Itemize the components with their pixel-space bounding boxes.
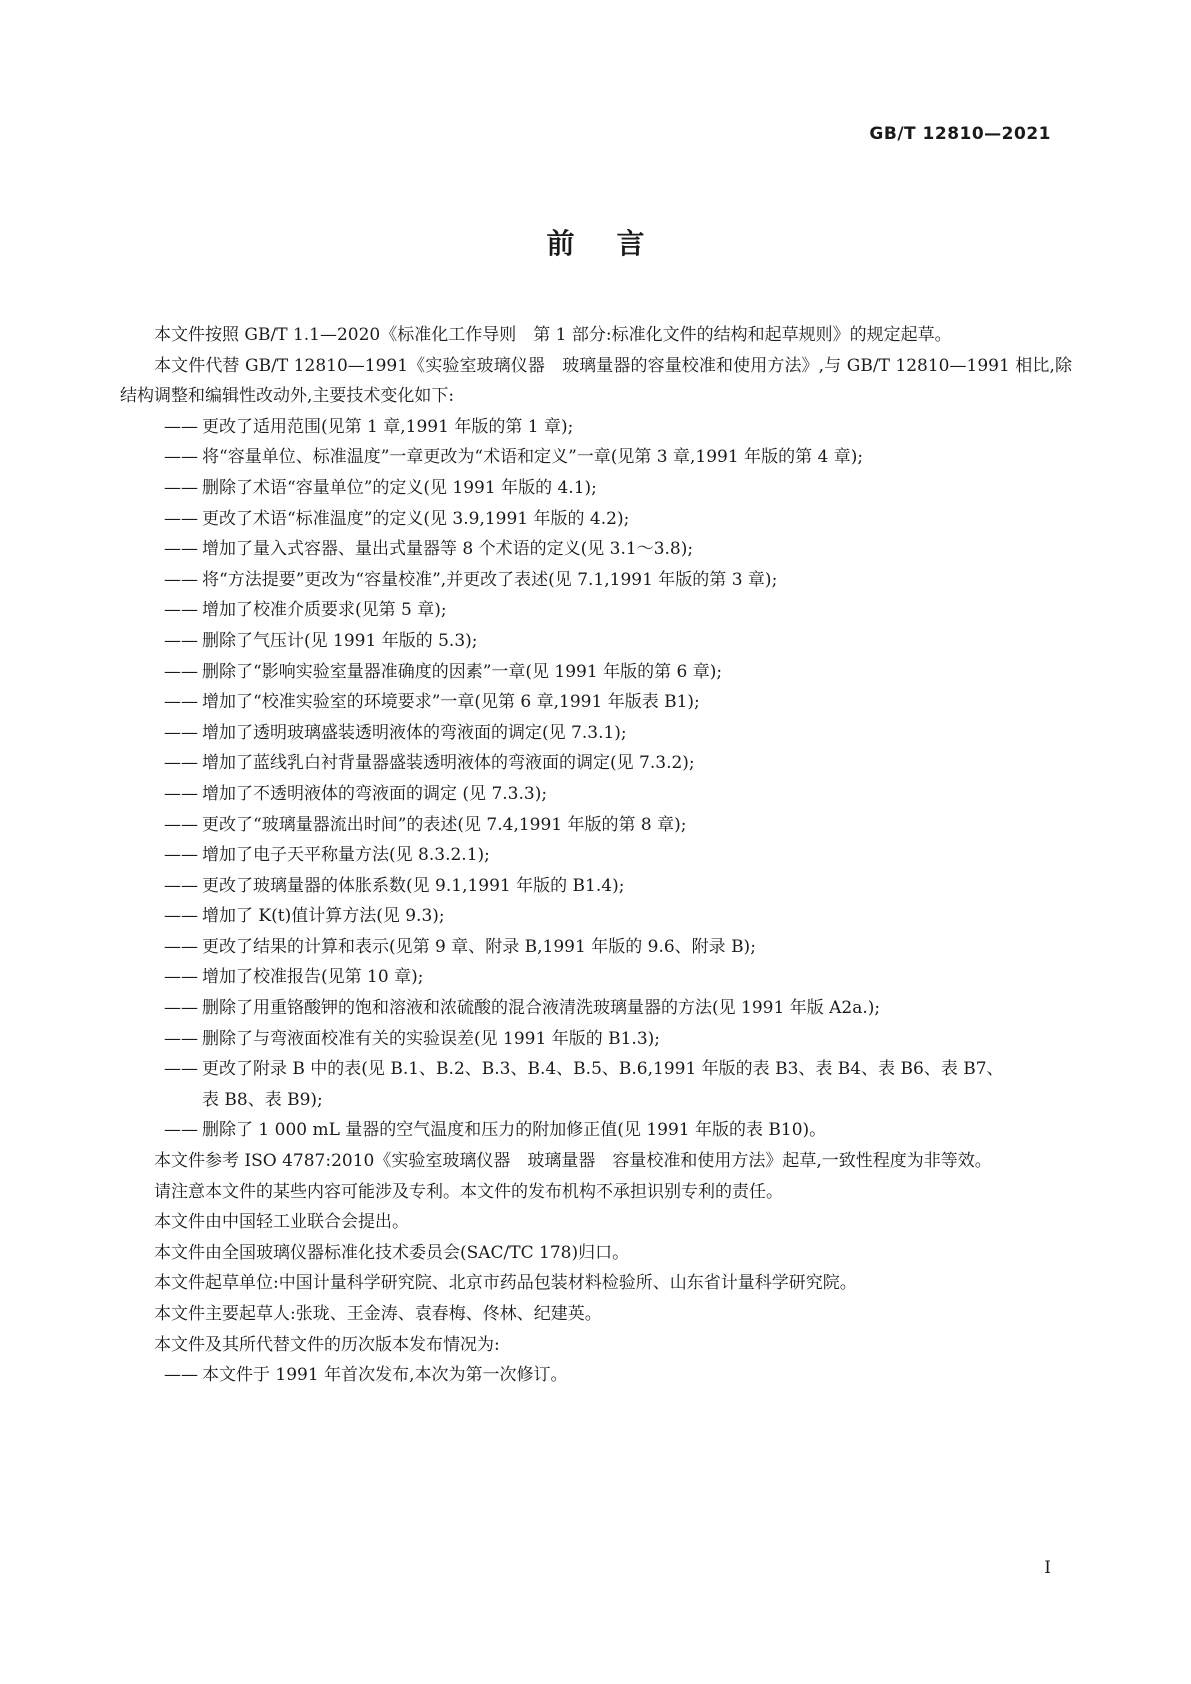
dash-marker: —— [164, 416, 198, 437]
dash-marker: —— [164, 783, 198, 804]
paragraph-proposer: 本文件由中国轻工业联合会提出。 [154, 1212, 409, 1233]
list-item: —— 更改了玻璃量器的体胀系数(见 9.1,1991 年版的 B1.4); [120, 871, 1072, 902]
list-item: —— 增加了蓝线乳白衬背量器盛装透明液体的弯液面的调定(见 7.3.2); [120, 748, 1072, 779]
list-item: —— 更改了适用范围(见第 1 章,1991 年版的第 1 章); [120, 412, 1072, 443]
list-item: —— 删除了气压计(见 1991 年版的 5.3); [120, 626, 1072, 657]
paragraph-drafters: 本文件主要起草人:张珑、王金涛、袁春梅、佟林、纪建英。 [154, 1304, 602, 1324]
dash-marker: —— [164, 998, 198, 1019]
dash-marker: —— [164, 539, 198, 560]
dash-marker: —— [164, 661, 198, 682]
dash-marker: —— [164, 722, 198, 743]
dash-marker: —— [164, 600, 198, 621]
history-item: —— 本文件于 1991 年首次发布,本次为第一次修订。 [120, 1360, 1072, 1391]
paragraph-patent-notice: 请注意本文件的某些内容可能涉及专利。本文件的发布机构不承担识别专利的责任。 [154, 1181, 783, 1202]
list-item: —— 删除了术语“容量单位”的定义(见 1991 年版的 4.1); [120, 473, 1072, 504]
dash-marker: —— [164, 906, 198, 927]
dash-marker: —— [164, 1120, 198, 1141]
dash-marker: —— [164, 508, 198, 529]
dash-marker: —— [164, 1028, 198, 1049]
dash-marker: —— [164, 1059, 198, 1080]
list-item: —— 增加了 K(t)值计算方法(见 9.3); [120, 901, 1072, 932]
dash-marker: —— [164, 1365, 198, 1386]
list-item: —— 更改了结果的计算和表示(见第 9 章、附录 B,1991 年版的 9.6、附录 B); [120, 932, 1072, 963]
list-item: —— 增加了“校准实验室的环境要求”一章(见第 6 章,1991 年版表 B1); [120, 687, 1072, 718]
list-item: —— 更改了术语“标准温度”的定义(见 3.9,1991 年版的 4.2); [120, 504, 1072, 535]
list-item: —— 删除了用重铬酸钾的饱和溶液和浓硫酸的混合液清洗玻璃量器的方法(见 1991 年版 A2a.); [120, 993, 1072, 1024]
list-item: —— 增加了不透明液体的弯液面的调定 (见 7.3.3); [120, 779, 1072, 810]
paragraph-reference-iso: 本文件参考 ISO 4787:2010《实验室玻璃仪器 玻璃量器 容量校准和使用方法》起草,一致性程度为非等效。 [154, 1151, 992, 1172]
paragraph-drafting-rules: 本文件按照 GB/T 1.1—2020《标准化工作导则 第 1 部分:标准化文件的结构和起草规则》的规定起草。 [154, 325, 952, 345]
list-item-tables: —— 更改了附录 B 中的表(见 B.1、B.2、B.3、B.4、B.5、B.6,1991 年版的表 B3、表 B4、表 B6、表 B7、 [120, 1054, 1072, 1085]
dash-marker: —— [164, 967, 198, 988]
list-item: —— 增加了电子天平称量方法(见 8.3.2.1); [120, 840, 1072, 871]
list-item: —— 将“容量单位、标准温度”一章更改为“术语和定义”一章(见第 3 章,1991 年版的第 4 章); [120, 442, 1072, 473]
dash-marker: —— [164, 447, 198, 468]
list-item-continuation: 表 B8、表 B9); [202, 1089, 323, 1110]
list-item: —— 增加了校准报告(见第 10 章); [120, 962, 1072, 993]
page-title: 前言 [546, 227, 687, 260]
dash-marker: —— [164, 569, 198, 590]
paragraph-committee: 本文件由全国玻璃仪器标准化技术委员会(SAC/TC 178)归口。 [154, 1242, 630, 1263]
list-item: —— 删除了与弯液面校准有关的实验误差(见 1991 年版的 B1.3); [120, 1024, 1072, 1055]
paragraph-replacement: 本文件代替 GB/T 12810—1991《实验室玻璃仪器 玻璃量器的容量校准和使用方法》,与 GB/T 12810—1991 相比,除结构调整和编辑性改动外,主要技术变化如下: [120, 355, 1072, 407]
list-item: —— 更改了“玻璃量器流出时间”的表述(见 7.4,1991 年版的第 8 章); [120, 810, 1072, 841]
dash-marker: —— [164, 630, 198, 651]
foreword-body [120, 320, 1072, 1391]
paragraph-drafting-units: 本文件起草单位:中国计量科学研究院、北京市药品包装材料检验所、山东省计量科学研究院。 [154, 1273, 857, 1294]
list-item: —— 删除了“影响实验室量器准确度的因素”一章(见 1991 年版的第 6 章); [120, 657, 1072, 688]
list-item: —— 增加了量入式容器、量出式量器等 8 个术语的定义(见 3.1～3.8); [120, 534, 1072, 565]
paragraph-history-intro: 本文件及其所代替文件的历次版本发布情况为: [154, 1334, 500, 1355]
dash-marker: —— [164, 875, 198, 896]
dash-marker: —— [164, 845, 198, 866]
dash-marker: —— [164, 753, 198, 774]
list-item: —— 增加了校准介质要求(见第 5 章); [120, 595, 1072, 626]
list-item: —— 删除了 1 000 mL 量器的空气温度和压力的附加修正值(见 1991 年版的表 B10)。 [120, 1115, 1072, 1146]
dash-marker: —— [164, 692, 198, 713]
changes-list [120, 412, 1072, 1146]
page-number: I [1044, 1558, 1051, 1578]
document-code: GB/T 12810—2021 [869, 124, 1051, 144]
dash-marker: —— [164, 477, 198, 498]
dash-marker: —— [164, 814, 198, 835]
list-item: —— 增加了透明玻璃盛装透明液体的弯液面的调定(见 7.3.1); [120, 718, 1072, 749]
dash-marker: —— [164, 936, 198, 957]
list-item: —— 将“方法提要”更改为“容量校准”,并更改了表述(见 7.1,1991 年版的第 3 章); [120, 565, 1072, 596]
